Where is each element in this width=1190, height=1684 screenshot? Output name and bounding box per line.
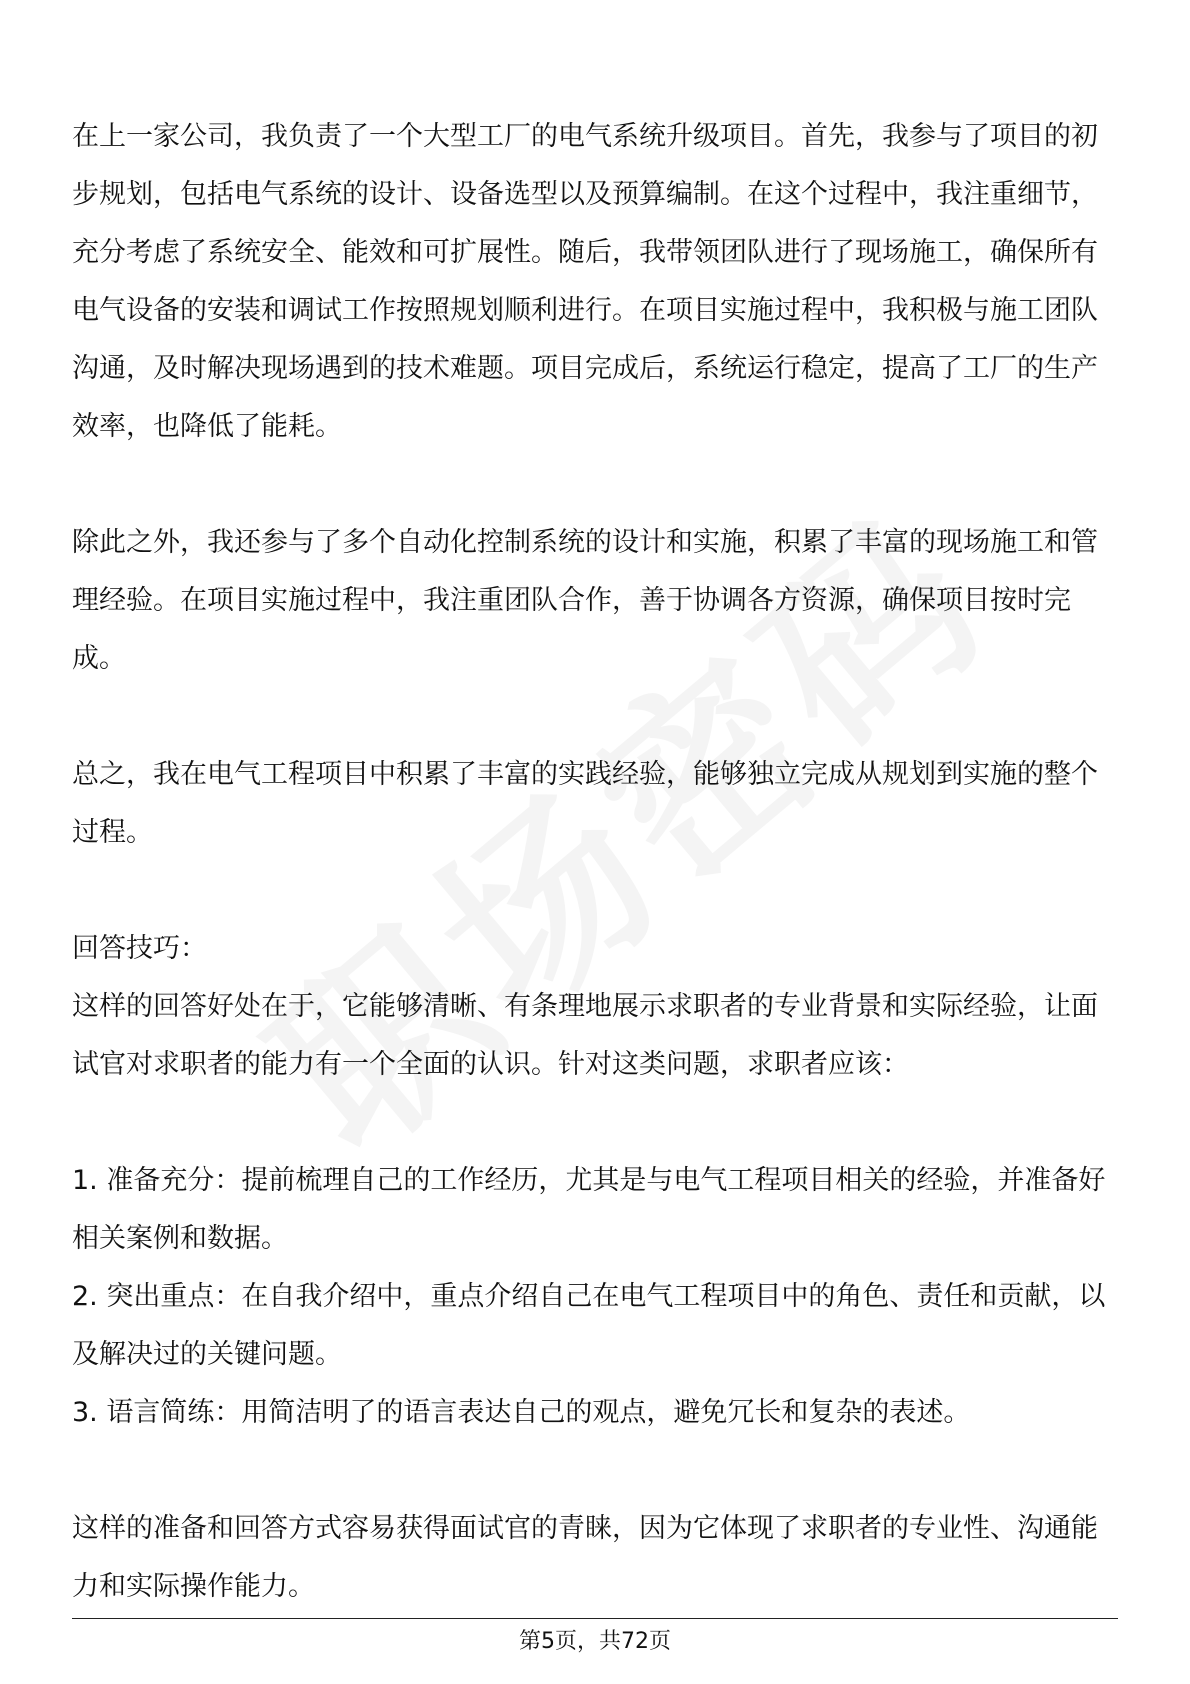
- paragraph-spacer: [72, 1094, 1118, 1152]
- tip-item: 2. 突出重点：在自我介绍中，重点介绍自己在电气工程项目中的角色、责任和贡献，以及解决过的关键问题。: [72, 1281, 1106, 1370]
- paragraph-conclusion: 这样的准备和回答方式容易获得面试官的青睐，因为它体现了求职者的专业性、沟通能力和实际操作能力。: [72, 1513, 1098, 1602]
- paragraph-summary: 总之，我在电气工程项目中积累了丰富的实践经验，能够独立完成从规划到实施的整个过程。: [72, 759, 1098, 848]
- paragraph-spacer: [72, 456, 1118, 514]
- paragraph-spacer: [72, 688, 1118, 746]
- paragraph-project-experience: 在上一家公司，我负责了一个大型工厂的电气系统升级项目。首先，我参与了项目的初步规划，包括电气系统的设计、设备选型以及预算编制。在这个过程中，我注重细节，充分考虑了系统安全、能效和可扩展性。随后，我带领团队进行了现场施工，确保所有电气设备的安装和调试工作按照规划顺利进行。在项目实施过程中，我积极与施工团队沟通，及时解决现场遇到的技术难题。项目完成后，系统运行稳定，提高了工厂的生产效率，也降低了能耗。: [72, 121, 1098, 442]
- paragraph-spacer: [72, 862, 1118, 920]
- tips-intro: 这样的回答好处在于，它能够清晰、有条理地展示求职者的专业背景和实际经验，让面试官对求职者的能力有一个全面的认识。针对这类问题，求职者应该：: [72, 991, 1098, 1080]
- paragraph-spacer: [72, 1442, 1118, 1500]
- page-number: 第5页，共72页: [519, 1629, 671, 1654]
- footer-divider: [72, 1618, 1118, 1619]
- tip-item: 1. 准备充分：提前梳理自己的工作经历，尤其是与电气工程项目相关的经验，并准备好相关案例和数据。: [72, 1165, 1106, 1254]
- paragraph-automation-experience: 除此之外，我还参与了多个自动化控制系统的设计和实施，积累了丰富的现场施工和管理经验。在项目实施过程中，我注重团队合作，善于协调各方资源，确保项目按时完成。: [72, 527, 1098, 674]
- tip-item: 3. 语言简练：用简洁明了的语言表达自己的观点，避免冗长和复杂的表述。: [72, 1397, 971, 1428]
- tips-heading: 回答技巧：: [72, 933, 207, 964]
- document-body: [72, 108, 1118, 1616]
